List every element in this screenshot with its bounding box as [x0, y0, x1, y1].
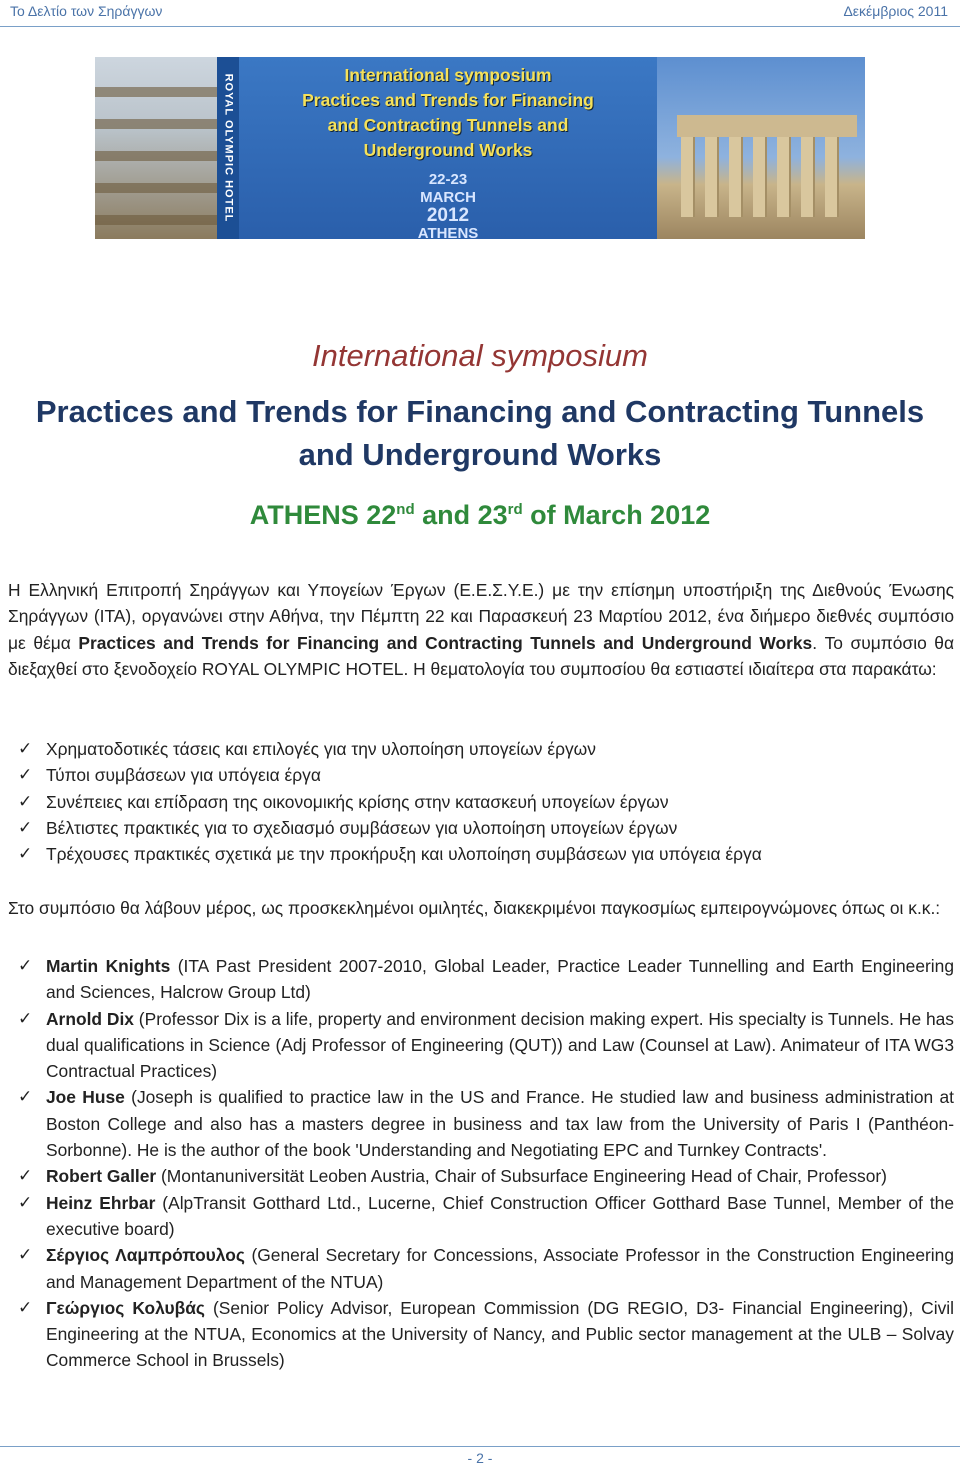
speaker-name: Heinz Ehrbar: [46, 1192, 156, 1213]
parthenon-image: [657, 57, 865, 239]
banner-title-line: Underground Works: [363, 140, 533, 160]
page-title: Practices and Trends for Financing and Contracting Tunnels and Underground Works: [35, 394, 925, 472]
checkmark-icon: ✓: [18, 765, 33, 785]
banner-hotel-name: ROYAL OLYMPIC HOTEL: [222, 73, 235, 223]
list-item: ✓ Heinz Ehrbar (AlpTransit Gotthard Ltd., Lucerne, Chief Construction Officer Gotthard Base Tunnel, Member of the executive board): [18, 1190, 954, 1243]
list-item: ✓ Σέργιος Λαμπρόπουλος (General Secretary for Concessions, Associate Professor in the Construction Engineering and Management Department of the NTUA): [18, 1242, 954, 1295]
speaker-name: Robert Galler: [46, 1166, 157, 1187]
speaker-name: Σέργιος Λαμπρόπουλος: [46, 1245, 245, 1266]
banner-text-panel: [239, 57, 657, 239]
speaker-name: Joe Huse: [46, 1087, 125, 1108]
event-date: ATHENS 22nd and 23rd of March 2012: [249, 500, 711, 530]
list-item: ✓ Martin Knights (ITA Past President 2007-2010, Global Leader, Practice Leader Tunnelling and Earth Engineering and Sciences, Halcrow Group Ltd): [18, 953, 954, 1006]
speakers-intro: Στο συμπόσιο θα λάβουν μέρος, ως προσκεκλημένοι ομιλητές, διακεκριμένοι παγκοσμίως εμπειρογνώμονες όπως οι κ.κ.:: [8, 898, 941, 918]
banner-dates: 22-23: [428, 171, 468, 188]
banner-title-line: International symposium: [344, 65, 552, 85]
checkmark-icon: ✓: [18, 956, 33, 975]
list-item: ✓ Βέλτιστες πρακτικές για το σχεδιασμό συμβάσεων για υλοποίηση υπογείων έργων: [18, 815, 954, 841]
checkmark-icon: ✓: [18, 1297, 33, 1317]
checkmark-icon: ✓: [18, 791, 33, 811]
list-item: ✓ Γεώργιος Κολυβάς (Senior Policy Advisor, European Commission (DG REGIO, D3- Financial Engineering), Civil Engineering at the NTUA, Economics at the University of Nancy, and Public sector management at the ULB – Solvay Commerce School in Brussels): [18, 1295, 954, 1374]
page-number: - 2 -: [467, 1450, 493, 1466]
list-item: ✓ Τρέχουσες πρακτικές σχετικά με την προκήρυξη και υλοποίηση συμβάσεων για υπόγεια έργα: [18, 841, 954, 867]
banner-vertical-strip: [217, 57, 239, 239]
intro-paragraph: Η Ελληνική Επιτροπή Σηράγγων και Υπογείων Έργων (Ε.Ε.Σ.Υ.Ε.) με την επίσημη υποστήριξη της Διεθνούς Ένωσης Σηράγγων (ITA), οργανώνει στην Αθήνα, την Πέμπτη 22 και Παρασκευή 23 Μαρτίου 2012, ένα διήμερο διεθνές συμπόσιο με θέμα Practices and Trends for Financing and Contracting Tunnels and Underground Works. Το συμπόσιο θα διεξαχθεί στο ξενοδοχείο ROYAL OLYMPIC HOTEL. Η θεματολογία του συμποσίου θα εστιαστεί ιδιαίτερα στα παρακάτω:: [8, 580, 955, 679]
banner-title-line: and Contracting Tunnels and: [327, 115, 569, 135]
page-footer: [0, 1446, 960, 1466]
header-date: Δεκέμβριος 2011: [843, 3, 948, 19]
checkmark-icon: ✓: [18, 1166, 33, 1186]
symposium-heading: International symposium: [312, 338, 648, 373]
speaker-name: Martin Knights: [46, 956, 171, 976]
checkmark-icon: ✓: [18, 817, 33, 837]
speaker-name: Γεώργιος Κολυβάς: [46, 1297, 205, 1318]
list-item: ✓ Συνέπειες και επίδραση της οικονομικής κρίσης στην κατασκευή υπογείων έργων: [18, 789, 954, 815]
symposium-banner: [95, 57, 865, 239]
checkmark-icon: ✓: [18, 844, 33, 864]
list-item: ✓ Τύποι συμβάσεων για υπόγεια έργα: [18, 762, 954, 788]
speaker-name: Arnold Dix: [46, 1008, 134, 1029]
checkmark-icon: ✓: [18, 1087, 33, 1107]
banner-city: ATHENS: [417, 225, 479, 239]
checkmark-icon: ✓: [18, 1008, 33, 1028]
banner-year: 2012: [426, 205, 470, 226]
list-item: ✓ Robert Galler (Montanuniversität Leoben Austria, Chair of Subsurface Engineering Head of Chair, Professor): [18, 1163, 954, 1189]
list-item: ✓ Χρηματοδοτικές τάσεις και επιλογές για την υλοποίηση υπογείων έργων: [18, 736, 954, 762]
hotel-building-image: [95, 57, 217, 239]
banner-title-line: Practices and Trends for Financing: [302, 90, 594, 110]
checkmark-icon: ✓: [18, 739, 33, 758]
list-item: ✓ Joe Huse (Joseph is qualified to practice law in the US and France. He studied law and business administration at Boston College and also has a masters degree in business and tax law from the University of Paris I (Panthéon-Sorbonne). He is the author of the book 'Understanding and Negotiating EPC and Turnkey Contracts'.: [18, 1084, 954, 1163]
list-item: ✓ Arnold Dix (Professor Dix is a life, property and environment decision making expert. His specialty is Tunnels. He has dual qualifications in Science (Adj Professor of Engineering (QUT)) and Law (Counsel at Law). Animateur of ITA WG3 Contractual Practices): [18, 1006, 954, 1085]
header-title: Το Δελτίο των Σηράγγων: [10, 3, 163, 19]
speakers-list: [18, 953, 954, 1374]
banner-month: MARCH: [420, 189, 476, 206]
topics-list: [18, 736, 954, 867]
page-header: [0, 0, 960, 27]
checkmark-icon: ✓: [18, 1192, 33, 1212]
checkmark-icon: ✓: [18, 1245, 33, 1265]
